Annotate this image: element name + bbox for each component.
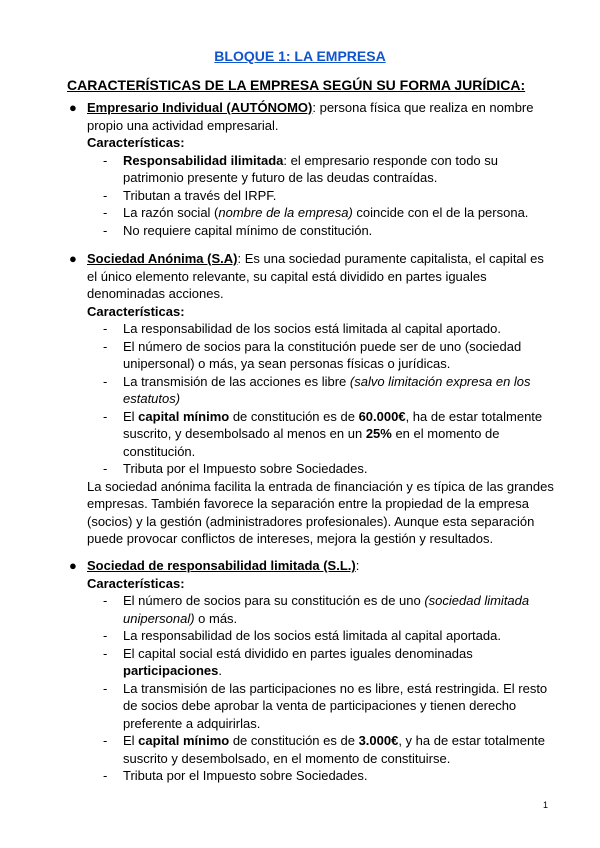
item-text: La transmisión de las participaciones no es libre, está restringida. El resto de socios debe aprobar la venta de participaciones y tienen derecho preferente a adquirirlas. [123, 680, 548, 731]
dash-icon: - [103, 645, 108, 661]
item-text: El [123, 733, 139, 748]
term-sociedad-anonima: Sociedad Anónima (S.A) [87, 251, 238, 266]
caracteristicas-label: Características: [87, 575, 185, 591]
section-sociedad-limitada [67, 557, 557, 785]
list-item [103, 408, 557, 461]
item-text: , y ha de estar totalmente suscrito y desembolsado, en el momento de constituirse. [123, 733, 546, 766]
page-number: 1 [542, 800, 548, 810]
item-text: en el momento de constitución. [123, 426, 500, 459]
bold-text: participaciones [123, 663, 219, 678]
dash-icon: - [103, 152, 108, 168]
sociedad-anonima-paragraph: La sociedad anónima facilita la entrada de financiación y es típica de las grandes empresas. También favorece la separación entre la propiedad de la empresa (socios) y la gestión (administradores profesionales). Aunque esta separación puede provocar conflictos de intereses, mejora la gestión y resultados. [87, 478, 554, 546]
italic-text: nombre de la empresa) [218, 205, 353, 220]
dash-icon: - [103, 461, 108, 476]
list-item [103, 732, 557, 767]
item-text: No requiere capital mínimo de constitución. [123, 222, 373, 238]
list-item [103, 460, 557, 478]
bullet-icon: ● [69, 251, 77, 266]
section-heading: CARACTERÍSTICAS DE LA EMPRESA SEGÚN SU FORMA JURÍDICA: [67, 77, 526, 93]
document-title: BLOQUE 1: LA EMPRESA [214, 48, 386, 64]
item-text: El número de socios para su constitución es de uno [123, 593, 425, 608]
item-text: de constitución es de [229, 733, 359, 748]
list-item [103, 645, 557, 680]
section-lead [67, 557, 557, 575]
item-text: . [218, 663, 222, 678]
term-description: : Es una sociedad puramente capitalista, el capital es el único elemento relevante, su capital está dividido en partes iguales denominadas acciones. [87, 251, 544, 301]
dash-icon: - [103, 680, 108, 696]
list-item [103, 204, 557, 222]
item-text: Tributa por el Impuesto sobre Sociedades. [123, 461, 368, 476]
list-item [103, 152, 557, 187]
caracteristicas-label: Características: [87, 135, 185, 150]
list-item [103, 592, 557, 627]
bold-text: 60.000€ [358, 408, 406, 424]
list-item [103, 627, 557, 645]
item-text: La responsabilidad de los socios está limitada al capital aportada. [123, 628, 501, 643]
dash-icon: - [103, 733, 108, 748]
bold-text: Responsabilidad ilimitada [123, 152, 284, 168]
list-item [103, 373, 557, 408]
item-text: de constitución es de [229, 408, 359, 424]
item-text: La transmisión de las acciones es libre [123, 373, 350, 389]
item-text: La razón social ( [123, 205, 219, 220]
list-item [103, 222, 557, 240]
item-text: El capital social está dividido en partes iguales denominadas [123, 645, 473, 661]
dash-icon: - [103, 338, 108, 354]
section-sociedad-anonima [67, 250, 557, 548]
term-description: : [355, 558, 360, 573]
list-item [103, 320, 557, 338]
dash-icon: - [103, 222, 108, 238]
dash-icon: - [103, 205, 108, 220]
dash-icon: - [103, 321, 108, 336]
bullet-icon: ● [69, 100, 77, 115]
bold-text: 3.000€ [358, 733, 399, 748]
characteristics-list [67, 152, 557, 240]
item-text: coincide con el de la persona. [352, 205, 529, 220]
term-empresario-individual: Empresario Individual (AUTÓNOMO) [87, 100, 313, 115]
bullet-icon: ● [69, 558, 77, 573]
dash-icon: - [103, 408, 108, 424]
item-text: La responsabilidad de los socios está limitada al capital aportado. [123, 321, 501, 336]
bold-text: capital mínimo [138, 408, 230, 424]
term-description: : persona física que realiza en nombre propio una actividad empresarial. [87, 100, 534, 133]
italic-text: (sociedad limitada unipersonal) [123, 593, 530, 626]
list-item [103, 680, 557, 733]
term-sociedad-limitada: Sociedad de responsabilidad limitada (S.L.) [87, 558, 356, 573]
dash-icon: - [103, 768, 108, 783]
dash-icon: - [103, 628, 108, 643]
characteristics-list [67, 320, 557, 478]
dash-icon: - [103, 593, 108, 608]
italic-text: (salvo limitación expresa en los estatutos) [123, 373, 531, 406]
list-item [103, 187, 557, 205]
item-text: , ha de estar totalmente suscrito, y desembolsado al menos en un [123, 408, 543, 441]
item-text: : el empresario responde con todo su patrimonio presente y futuro de las deudas contraídas. [123, 152, 499, 185]
bold-text: capital mínimo [138, 733, 230, 748]
item-text: Tributa por el Impuesto sobre Sociedades. [123, 768, 368, 783]
item-text: El número de socios para la constitución puede ser de uno (sociedad unipersonal) o más, ya sean personas físicas o jurídicas. [123, 338, 522, 371]
characteristics-list [67, 592, 557, 785]
caracteristicas-label: Características: [87, 303, 185, 319]
dash-icon: - [103, 187, 108, 203]
section-lead [67, 250, 557, 303]
section-lead [67, 99, 557, 134]
list-item [103, 338, 557, 373]
list-item [103, 767, 557, 785]
bold-text: 25% [365, 426, 392, 441]
item-text: Tributan a través del IRPF. [123, 187, 277, 203]
section-empresario-individual [67, 99, 557, 239]
item-text: o más. [194, 610, 238, 626]
item-text: El [123, 408, 139, 424]
dash-icon: - [103, 373, 108, 389]
